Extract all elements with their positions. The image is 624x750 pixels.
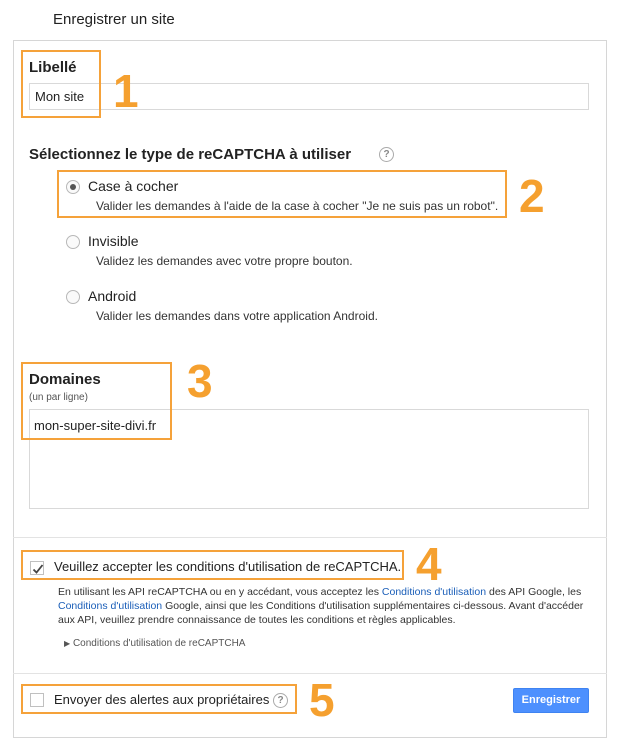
- annotation-number-2: 2: [519, 170, 545, 222]
- highlight-box-1: [21, 50, 101, 118]
- highlight-box-2: [57, 170, 507, 218]
- help-icon[interactable]: ?: [379, 147, 394, 162]
- google-terms-link[interactable]: Conditions d'utilisation: [58, 600, 163, 612]
- option-title-checkbox: Case à cocher: [88, 178, 179, 194]
- terms-checkbox-label: Veuillez accepter les conditions d'utilisation de reCAPTCHA.: [54, 559, 402, 574]
- option-title-invisible: Invisible: [88, 233, 139, 249]
- domains-hint: (un par ligne): [29, 392, 88, 403]
- label-input-value: Mon site: [35, 89, 85, 104]
- alerts-checkbox-label: Envoyer des alertes aux propriétaires: [54, 692, 270, 707]
- domains-heading: Domaines: [29, 371, 101, 388]
- terms-expander[interactable]: [64, 637, 245, 651]
- option-desc-invisible: Validez les demandes avec votre propre bouton.: [96, 254, 353, 268]
- page-title: Enregistrer un site: [53, 11, 175, 28]
- terms-expander-label: Conditions d'utilisation de reCAPTCHA: [72, 638, 246, 649]
- annotation-number-5: 5: [309, 674, 335, 726]
- domains-textarea-value: mon-super-site-divi.fr: [34, 418, 157, 433]
- annotation-number-1: 1: [113, 65, 139, 117]
- radio-invisible-type[interactable]: [66, 235, 80, 249]
- label-heading: Libellé: [29, 59, 77, 76]
- radio-android-type[interactable]: [66, 290, 80, 304]
- type-heading: Sélectionnez le type de reCAPTCHA à utiliser: [29, 146, 352, 163]
- annotation-number-3: 3: [187, 355, 213, 407]
- terms-text: En utilisant les API reCAPTCHA ou en y accédant, vous acceptez les Conditions d'utilisation des API Google, les Conditions d'utilisation Google, ainsi que les Conditions d'utilisation supplémentaires ci-dessous. Avant d'accéder aux API, veuillez prendre connaissance de toutes les conditions et règles applicables.: [58, 586, 584, 626]
- triangle-right-icon: ▶: [64, 639, 71, 648]
- option-title-android: Android: [88, 288, 137, 304]
- alerts-help-icon[interactable]: ?: [273, 693, 288, 708]
- api-terms-link[interactable]: Conditions d'utilisation: [381, 586, 487, 598]
- highlight-box-5: [21, 684, 297, 714]
- option-desc-checkbox: Valider les demandes à l'aide de la case à cocher "Je ne suis pas un robot".: [96, 199, 499, 213]
- highlight-box-3: [21, 362, 172, 440]
- option-desc-android: Valider les demandes dans votre application Android.: [96, 309, 378, 323]
- annotation-number-4: 4: [416, 538, 442, 590]
- submit-button[interactable]: Enregistrer: [513, 688, 589, 713]
- highlight-box-4: [21, 550, 404, 580]
- section-divider: [13, 537, 607, 538]
